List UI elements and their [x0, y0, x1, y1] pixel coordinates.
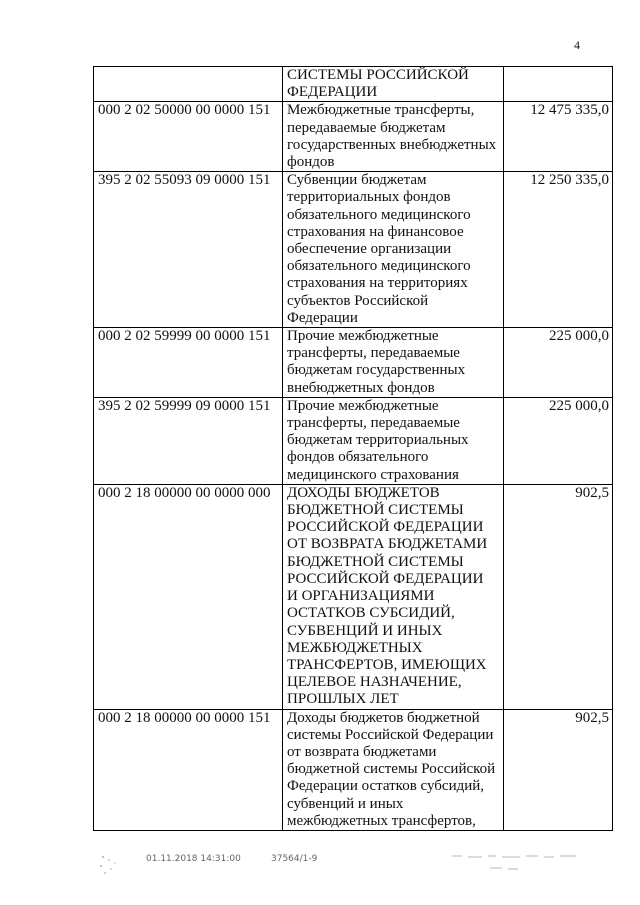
table-row [94, 709, 613, 830]
revenue-amount: 225 000,0 [504, 328, 613, 398]
revenue-name: Прочие межбюджетные трансферты, передаваемые бюджетам государственных внебюджетных фондов [283, 328, 504, 398]
revenue-name: Субвенции бюджетам территориальных фондов обязательного медицинского страхования на финансовое обеспечение организации обязательного медицинского страхования на территориях субъектов Российской Федерации [283, 172, 504, 328]
page-footer [0, 851, 640, 891]
revenue-amount: 225 000,0 [504, 397, 613, 484]
revenue-name: Прочие межбюджетные трансферты, передаваемые бюджетам территориальных фондов обязательного медицинского страхования [283, 397, 504, 484]
scan-noise-icon [450, 851, 600, 881]
revenue-amount: 12 250 335,0 [504, 172, 613, 328]
revenue-name: ДОХОДЫ БЮДЖЕТОВ БЮДЖЕТНОЙ СИСТЕМЫ РОССИЙСКОЙ ФЕДЕРАЦИИ ОТ ВОЗВРАТА БЮДЖЕТАМИ БЮДЖЕТНОЙ СИСТЕМЫ РОССИЙСКОЙ ФЕДЕРАЦИИ И ОРГАНИЗАЦИЯМИ ОСТАТКОВ СУБСИДИЙ, СУБВЕНЦИЙ И ИНЫХ МЕЖБЮДЖЕТНЫХ ТРАНСФЕРТОВ, ИМЕЮЩИХ ЦЕЛЕВОЕ НАЗНАЧЕНИЕ, ПРОШЛЫХ ЛЕТ [283, 484, 504, 709]
revenue-amount: 902,5 [504, 484, 613, 709]
classification-code [94, 67, 283, 102]
table-row [94, 67, 613, 102]
table-row [94, 172, 613, 328]
revenue-name: Доходы бюджетов бюджетной системы Российской Федерации от возврата бюджетами бюджетной системы Российской Федерации остатков субсидий, субвенций и иных межбюджетных трансфертов, [283, 709, 504, 830]
footer-document-id: 37564/1-9 [271, 854, 318, 864]
classification-code: 000 2 18 00000 00 0000 000 [94, 484, 283, 709]
page-number: 4 [574, 38, 580, 52]
scan-mark-icon [95, 851, 123, 879]
table-row [94, 397, 613, 484]
table-row [94, 102, 613, 172]
footer-timestamp: 01.11.2018 14:31:00 [146, 854, 241, 864]
budget-revenue-table [93, 66, 613, 831]
revenue-name: СИСТЕМЫ РОССИЙСКОЙ ФЕДЕРАЦИИ [283, 67, 504, 102]
revenue-amount: 12 475 335,0 [504, 102, 613, 172]
table-row [94, 484, 613, 709]
classification-code: 000 2 18 00000 00 0000 151 [94, 709, 283, 830]
revenue-amount: 902,5 [504, 709, 613, 830]
classification-code: 000 2 02 50000 00 0000 151 [94, 102, 283, 172]
revenue-amount [504, 67, 613, 102]
classification-code: 395 2 02 55093 09 0000 151 [94, 172, 283, 328]
revenue-name: Межбюджетные трансферты, передаваемые бюджетам государственных внебюджетных фондов [283, 102, 504, 172]
table-row [94, 328, 613, 398]
classification-code: 395 2 02 59999 09 0000 151 [94, 397, 283, 484]
classification-code: 000 2 02 59999 00 0000 151 [94, 328, 283, 398]
